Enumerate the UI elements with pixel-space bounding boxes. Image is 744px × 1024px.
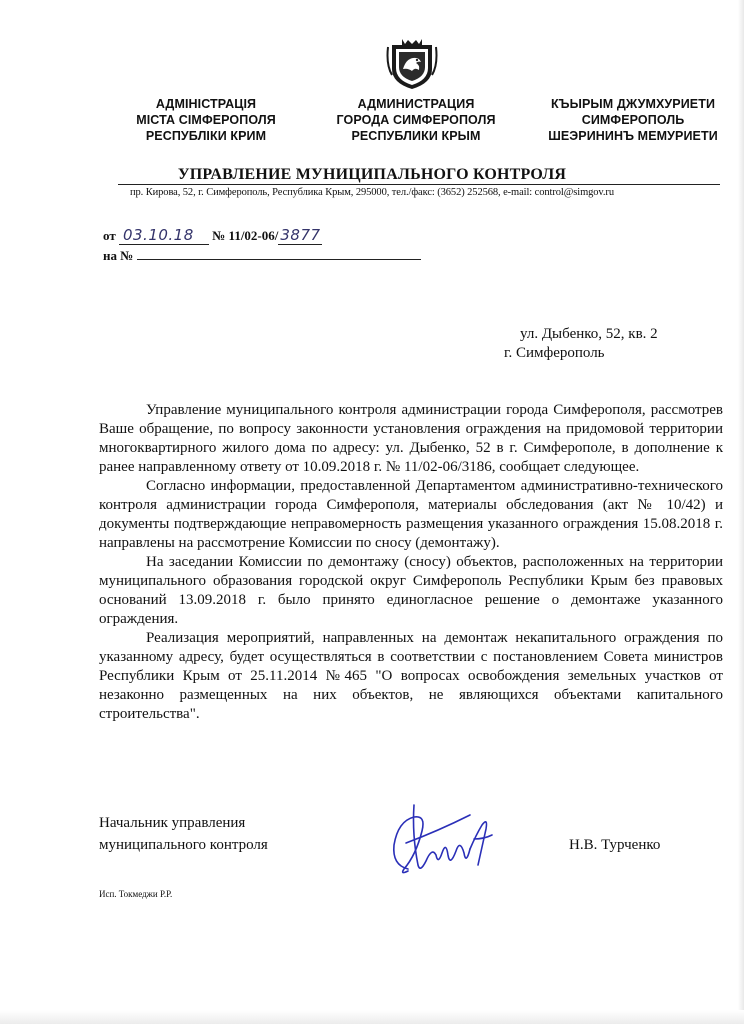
executor-note: Исп. Токмеджи Р.Р. xyxy=(99,889,173,899)
department-address: пр. Кирова, 52, г. Симферополь, Республика Крым, 295000, тел./факс: (3652) 252568, e-mail: control@simgov.ru xyxy=(130,187,614,198)
department-title: УПРАВЛЕНИЕ МУНИЦИПАЛЬНОГО КОНТРОЛЯ xyxy=(177,166,567,183)
org-name-ukrainian: АДМІНІСТРАЦІЯ МІСТА СІМФЕРОПОЛЯ РЕСПУБЛІКИ КРИМ xyxy=(136,97,276,143)
letter-body xyxy=(99,401,723,724)
handwritten-signature xyxy=(378,795,504,881)
crimea-coat-of-arms-icon xyxy=(386,35,438,91)
outgoing-reference xyxy=(103,226,322,245)
signatory-title-line: Начальник управления xyxy=(99,815,246,831)
incoming-reference xyxy=(103,245,421,264)
recipient-address xyxy=(504,325,658,363)
outgoing-date-field xyxy=(119,226,209,245)
org-name-russian: АДМИНИСТРАЦИЯ ГОРОДА СИМФЕРОПОЛЯ РЕСПУБЛИКИ КРЫМ xyxy=(336,97,496,143)
org-name-crimean-tatar: КЪЫРЫМ ДЖУМХУРИЕТИ СИМФЕРОПОЛЬ ШЕЭРИНИНЪ МЕМУРИЕТИ xyxy=(548,97,718,143)
outgoing-number: 3877 xyxy=(280,226,321,244)
outgoing-date: 03.10.18 xyxy=(122,226,194,244)
outgoing-number-field xyxy=(278,226,322,245)
recipient-city: г. Симферополь xyxy=(504,345,605,361)
incoming-number-field xyxy=(137,245,421,260)
number-label: № 11/02-06/ xyxy=(212,228,279,243)
recipient-street: ул. Дыбенко, 52, кв. 2 xyxy=(520,326,658,342)
body-paragraph: На заседании Комиссии по демонтажу (сносу) объектов, расположенных на территории муниципального образования городской округ Симферополь Республики Крым без правовых оснований 13.09.2018 г. было принято единогласное решение о демонтаже указанного ограждения. xyxy=(99,554,723,627)
signatory-name: Н.В. Турченко xyxy=(569,837,661,853)
header-divider xyxy=(118,184,720,185)
body-paragraph: Реализация мероприятий, направленных на демонтаж некапитального ограждения по указанному адресу, будет осуществляться в соответствии с постановлением Совета министров Республики Крым от 25.11.2014 №465 "О вопросах освобождения земельных участков от незаконно размещенных на них объектов, не являющихся объектами капитального строительства". xyxy=(99,630,723,722)
scan-bottom-shadow xyxy=(0,1010,744,1024)
signatory-title-line: муниципального контроля xyxy=(99,837,268,853)
scan-edge-shadow xyxy=(738,0,744,1024)
signatory-title xyxy=(99,812,268,856)
body-paragraph: Согласно информации, предоставленной Департаментом административно-технического контроля администрации города Симферополя, материалы обследования (акт № 10/42) и документы подтверждающие неправомерность размещения указанного ограждения 15.08.2018 г. направлены на рассмотрение Комиссии по сносу (демонтажу). xyxy=(99,478,723,551)
body-paragraph: Управление муниципального контроля администрации города Симферополя, рассмотрев Ваше обращение, по вопросу законности установления ограждения на придомовой территории многоквартирного жилого дома по адресу: ул. Дыбенко, 52 в г. Симферополе, в дополнение к ранее направленному ответу от 10.09.2018 г. № 11/02-06/3186, сообщает следующее. xyxy=(99,402,723,475)
from-label: от xyxy=(103,228,116,243)
to-label: на № xyxy=(103,248,134,263)
